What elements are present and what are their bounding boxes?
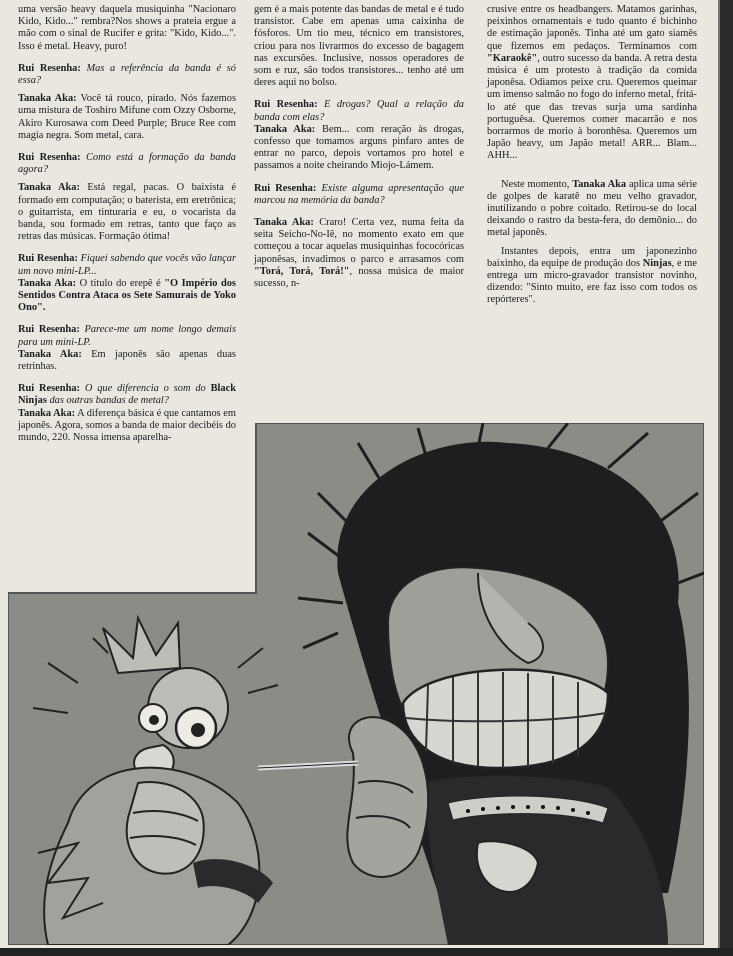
interviewee-name: Tanaka Aka: — [254, 123, 316, 135]
paragraph — [487, 4, 697, 163]
question-text: O que diferencia o som do — [84, 383, 206, 395]
answer-text: O título do erepê é — [79, 277, 161, 289]
answer-text: Você tá rouco, pirado. Nós fazemos uma mistura de Toshiro Mifune com Ozzy Osborne, Akiro Kurosawa com Deed Purple; Bruce Ree com magia negra. Som metal, cara. — [18, 93, 236, 141]
band-name: Ninjas — [642, 257, 672, 269]
question-text: Como está a formação da banda agora? — [18, 152, 236, 176]
interviewee-name: Tanaka Aka: — [18, 182, 80, 194]
text-column-3 — [487, 4, 697, 313]
body-text: , outro sucesso da banda. A retra desta música é um protesto à tradição da comida japonêsa. Odiamos peixe cru. Queremos queimar um imenso salmão no fogo do inferno metal, fritá-lo até que das trevas surja uma sardinha portuguêsa. Queremos comer macarrão e nos borrarmos de morio à boronhêsa. Queremos um Japão heavy, um Japão metal! ARR... Blam... AHH... — [487, 52, 697, 162]
question — [254, 183, 464, 207]
question-text: Parece-me um nome longo demais para um mini-LP. — [18, 324, 236, 348]
question — [18, 324, 236, 373]
interviewer-name: Rui Resenha: — [254, 182, 317, 194]
body-text: gem é a mais potente das bandas de metal e é tudo transistor. Cabe em apenas uma caixinha de fósforos. Um tio meu, técnico em transistores, criou para nos livrarmos do excesso de bagagem nas excursões. Inclusive, nossos operadores de som e ruz, são todos transistores... tenho até um deres aqui no bolso. — [254, 4, 464, 89]
question — [18, 253, 236, 314]
question — [254, 99, 464, 172]
paragraph — [487, 179, 697, 240]
body-text: aplica uma série de golpes de karatê no meu velho gravador, inutilizando o pobre coitado. Retirou-se do local deixando o rastro da besta-fera, do demônio... do metal japonês. — [487, 178, 697, 239]
text-column-2 — [254, 4, 464, 296]
answer — [254, 217, 464, 290]
answer-text: , nossa música de maior sucesso, n- — [254, 265, 464, 290]
interviewee-name: Tanaka Aka — [572, 178, 627, 190]
song-title: "Torá, Torá, Torá!" — [254, 265, 350, 277]
question-text: Mas a referência da banda é só essa? — [18, 62, 236, 87]
paragraph — [254, 4, 464, 89]
body-text: crusive entre os headbangers. Matamos garinhas, peixinhos ornamentais e tudo quanto é bichinho de estimação japonês. Tinha até um gato siamês que fizemos em pedaços. Terminamos com — [487, 4, 697, 52]
answer-text: Em japonês são apenas duas retrinhas. — [18, 348, 236, 373]
answer — [18, 93, 236, 142]
answer — [18, 182, 236, 243]
cartoon-illustration — [8, 423, 704, 945]
cartoon-drawing — [8, 423, 704, 945]
question-text: Fiquei sabendo que vocês vão lançar um novo mini-LP... — [18, 253, 236, 277]
paragraph — [18, 4, 236, 53]
interviewer-name: Rui Resenha: — [18, 253, 78, 265]
body-text: Instantes depois, entra um japonezinho baixinho, da equipe de produção dos — [487, 245, 697, 269]
body-text: , e me entrega um micro-gravador transistor novinho, dizendo: "Sinto muito, ere faz isso com todos os repórteres". — [487, 257, 697, 306]
text-column-1 — [18, 4, 236, 450]
question — [18, 63, 236, 87]
paragraph — [487, 246, 697, 307]
interviewee-name: Tanaka Aka: — [18, 93, 77, 105]
question-text: Existe alguma apresentação que marcou na memória da banda? — [254, 182, 464, 206]
page-bottom-shadow — [0, 948, 733, 956]
question-text: E drogas? Qual a relação da banda com elas? — [254, 99, 464, 123]
band-name: Black Ninjas — [18, 383, 236, 407]
body-text: Neste momento, — [501, 178, 570, 190]
interviewee-name: Tanaka Aka: — [18, 277, 77, 289]
interviewer-name: Rui Resenha: — [18, 62, 81, 74]
interviewer-name: Rui Resenha: — [18, 152, 81, 164]
answer-text: Bem... com reração às drogas, confesso que tomamos arguns pinfaro antes de entrar no parco, depois vortamos pro hotel e passamos a noite cheirando Miojo-Lámem. — [254, 123, 464, 172]
interviewee-name: Tanaka Aka: — [254, 217, 314, 229]
interviewer-name: Rui Resenha: — [18, 383, 81, 395]
song-title: "Karaokê" — [487, 52, 538, 64]
interviewer-name: Rui Resenha: — [254, 99, 318, 111]
body-text: uma versão heavy daquela musiquinha "Nacionaro Kido, Kido..." rembra?Nos shows a prateia ergue a mão com o sinal de Rucifer e grita: "Kido, Kido...". Isso é metal. Heavy, puro! — [18, 4, 236, 52]
answer-text: Está regal, pacas. O baixista é formado em computação; o baterista, em eretrônica; o guitarrista, em tinturaria e eu, o vocarista da banda, sou formado em retras, tanto que faço as retras das músicas. Formação ótima! — [18, 182, 236, 243]
answer-text: Craro! Certa vez, numa feita da seita Seicho-No-Iê, no momento exato em que começou a tocar aquelas musiquinhas fococóricas japonêsas, invadimos o parco e arrasamos com — [254, 217, 464, 265]
interviewee-name: Tanaka Aka: — [18, 407, 76, 419]
interviewee-name: Tanaka Aka: — [18, 348, 82, 360]
answer-text: A diferença básica é que cantamos em japonês. Agora, somos a banda de maior decibéis do mundo, 220. Nossa imensa aparelha- — [18, 407, 236, 444]
question — [18, 152, 236, 176]
record-title: "O Império dos Sentidos Contra Ataca os Sete Samurais de Yoko Ono". — [18, 277, 236, 314]
question-text: das outras bandas de metal? — [49, 395, 169, 407]
interviewer-name: Rui Resenha: — [18, 324, 80, 336]
